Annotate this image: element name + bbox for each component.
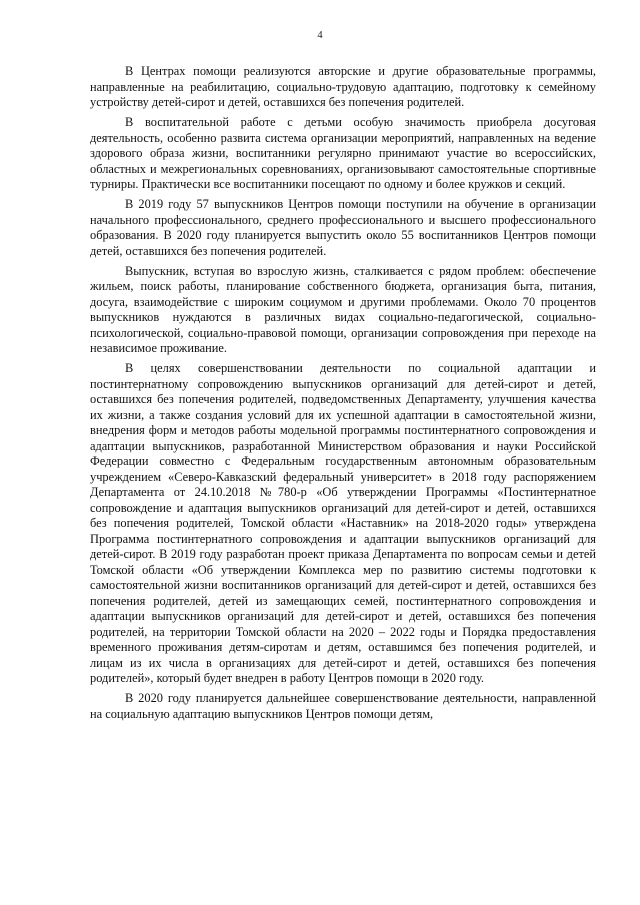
page-number: 4	[317, 30, 323, 41]
paragraph: Выпускник, вступая во взрослую жизнь, сталкивается с рядом проблем: обеспечение жильем, поиск работы, планирование собственного бюджета, организация быта, питания, досуга, взаимодействие с широким социумом и другими проблемами. Около 70 процентов выпускников нуждаются в различных видах социально-педагогической, социально-психологической, социально-правовой помощи, организации сопровождения при переходе на независимое проживание.	[90, 263, 596, 355]
document-body	[90, 64, 596, 727]
paragraph: В 2020 году планируется дальнейшее совершенствование деятельности, направленной на социальную адаптацию выпускников Центров помощи детям,	[90, 691, 596, 721]
paragraph: В Центрах помощи реализуются авторские и другие образовательные программы, направленные на реабилитацию, социально-трудовую адаптацию, подготовку к семейному устройству детей-сирот и детей, оставшихся без попечения родителей.	[90, 64, 596, 109]
paragraph: В 2019 году 57 выпускников Центров помощи поступили на обучение в организации начального профессионального, среднего профессионального и высшего профессионального образования. В 2020 году планируется выпустить около 55 воспитанников Центров помощи детей, оставшихся без попечения родителей.	[90, 197, 596, 258]
paragraph: В воспитательной работе с детьми особую значимость приобрела досуговая деятельность, особенно развита система организации мероприятий, направленных на ведение здорового образа жизни, воспитанники регулярно принимают участие во всероссийских, областных и межрегиональных соревнованиях, организовывают самостоятельные спортивные турниры. Практически все воспитанники посещают по одному и более кружков и секций.	[90, 115, 596, 191]
paragraph: В целях совершенствовании деятельности по социальной адаптации и постинтернатному сопровождению выпускников организаций для детей-сирот и детей, оставшихся без попечения родителей, подведомственных Департаменту, улучшения качества их жизни, а также создания условий для их успешной адаптации в самостоятельной жизни, внедрения форм и методов работы модельной программы постинтернатного сопровождения и адаптации выпускников, разработанной Министерством образования и науки Российской Федерации совместно с Федеральным государственным автономным образовательным учреждением «Северо-Кавказский федеральный университет» в 2018 году распоряжением Департамента от 24.10.2018 №780-р «Об утверждении Программы «Постинтернатное сопровождение и адаптация выпускников организаций для детей-сирот и детей, оставшихся без попечения родителей, Томской области «Наставник» на 2018-2020 годы» утверждена Программа постинтернатного сопровождения и адаптации выпускников организаций для детей-сирот. В 2019 году разработан проект приказа Департамента по вопросам семьи и детей Томской области «Об утверждении Комплекса мер по развитию системы подготовки к самостоятельной жизни воспитанников организаций для детей-сирот и детей, оставшихся без попечения родителей, детей из замещающих семей, постинтернатного сопровождения и адаптации выпускников организаций для детей-сирот и детей, оставшихся без попечения родителей, на территории Томской области на 2020 – 2022 годы и Порядка предоставления временного проживания детям-сиротам и детям, оставшимся без попечения родителей, и лицам из их числа в организациях для детей-сирот и детей, оставшихся без попечения родителей», который будет внедрен в работу Центров помощи в 2020 году.	[90, 361, 596, 685]
